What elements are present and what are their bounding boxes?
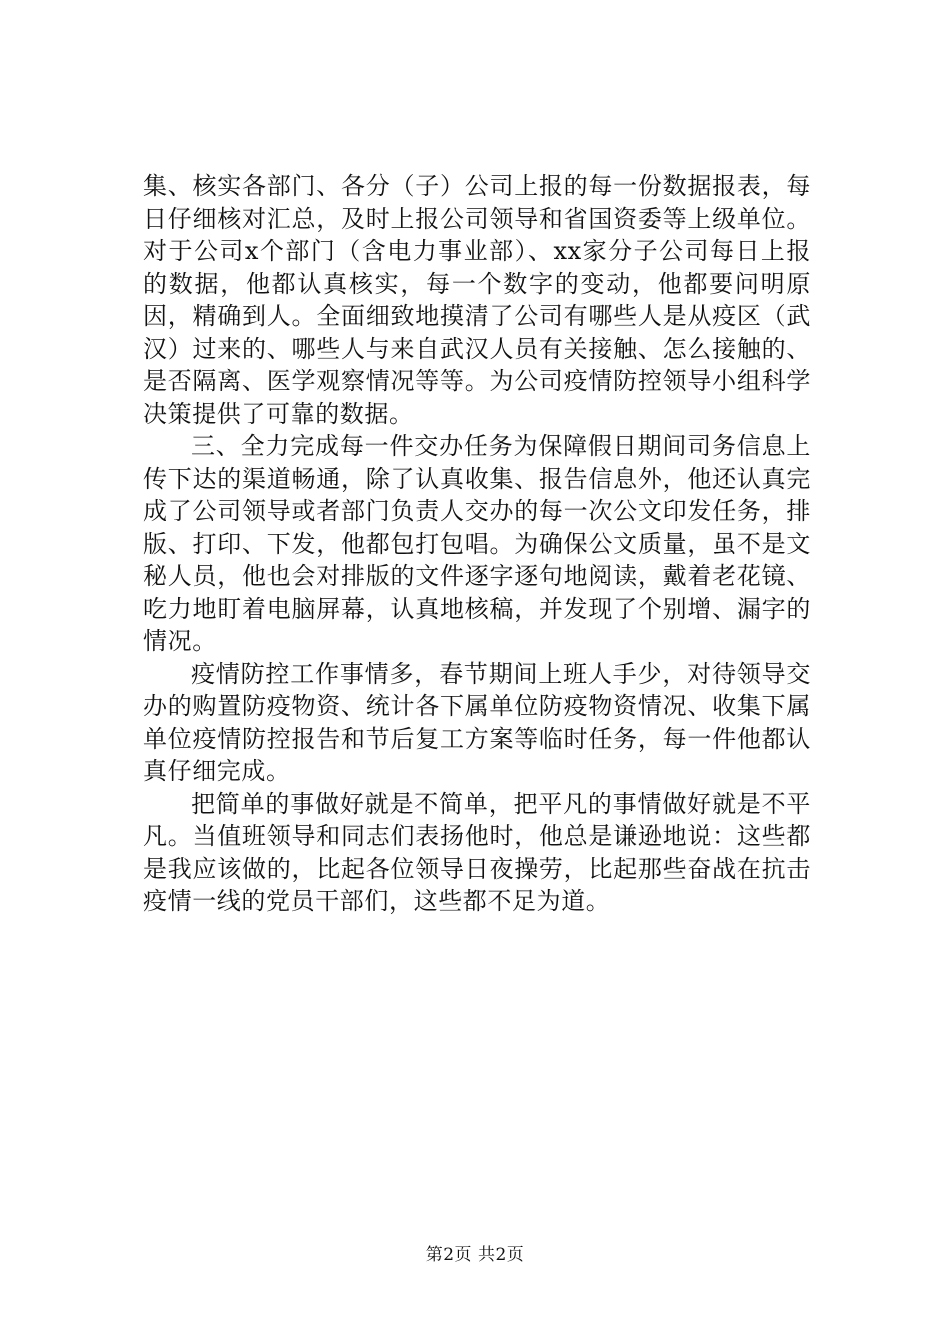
document-body [143, 170, 811, 918]
page-number-footer: 第2页 共2页 [425, 1245, 525, 1265]
paragraph-section-three: 三、全力完成每一件交办任务为保障假日期间司务信息上传下达的渠道畅通，除了认真收集、报告信息外，他还认真完成了公司领导或者部门负责人交办的每一次公文印发任务，排版、打印、下发，他都包打包唱。为确保公文质量，虽不是文秘人员，他也会对排版的文件逐字逐句地阅读，戴着老花镜、吃力地盯着电脑屏幕，认真地核稿，并发现了个别增、漏字的情况。 [143, 432, 811, 655]
paragraph-epidemic-tasks: 疫情防控工作事情多，春节期间上班人手少，对待领导交办的购置防疫物资、统计各下属单位防疫物资情况、收集下属单位疫情防控报告和节后复工方案等临时任务，每一件他都认真仔细完成。 [143, 659, 811, 785]
paragraph-conclusion: 把简单的事做好就是不简单，把平凡的事情做好就是不平凡。当值班领导和同志们表扬他时，他总是谦逊地说：这些都是我应该做的，比起各位领导日夜操劳，比起那些奋战在抗击疫情一线的党员干部们，这些都不足为道。 [143, 789, 811, 915]
paragraph-data-verification: 集、核实各部门、各分（子）公司上报的每一份数据报表，每日仔细核对汇总，及时上报公司领导和省国资委等上级单位。对于公司x个部门（含电力事业部）、xx家分子公司每日上报的数据，他都认真核实，每一个数字的变动，他都要问明原因，精确到人。全面细致地摸清了公司有哪些人是从疫区（武汉）过来的、哪些人与来自武汉人员有关接触、怎么接触的、是否隔离、医学观察情况等等。为公司疫情防控领导小组科学决策提供了可靠的数据。 [143, 172, 811, 428]
